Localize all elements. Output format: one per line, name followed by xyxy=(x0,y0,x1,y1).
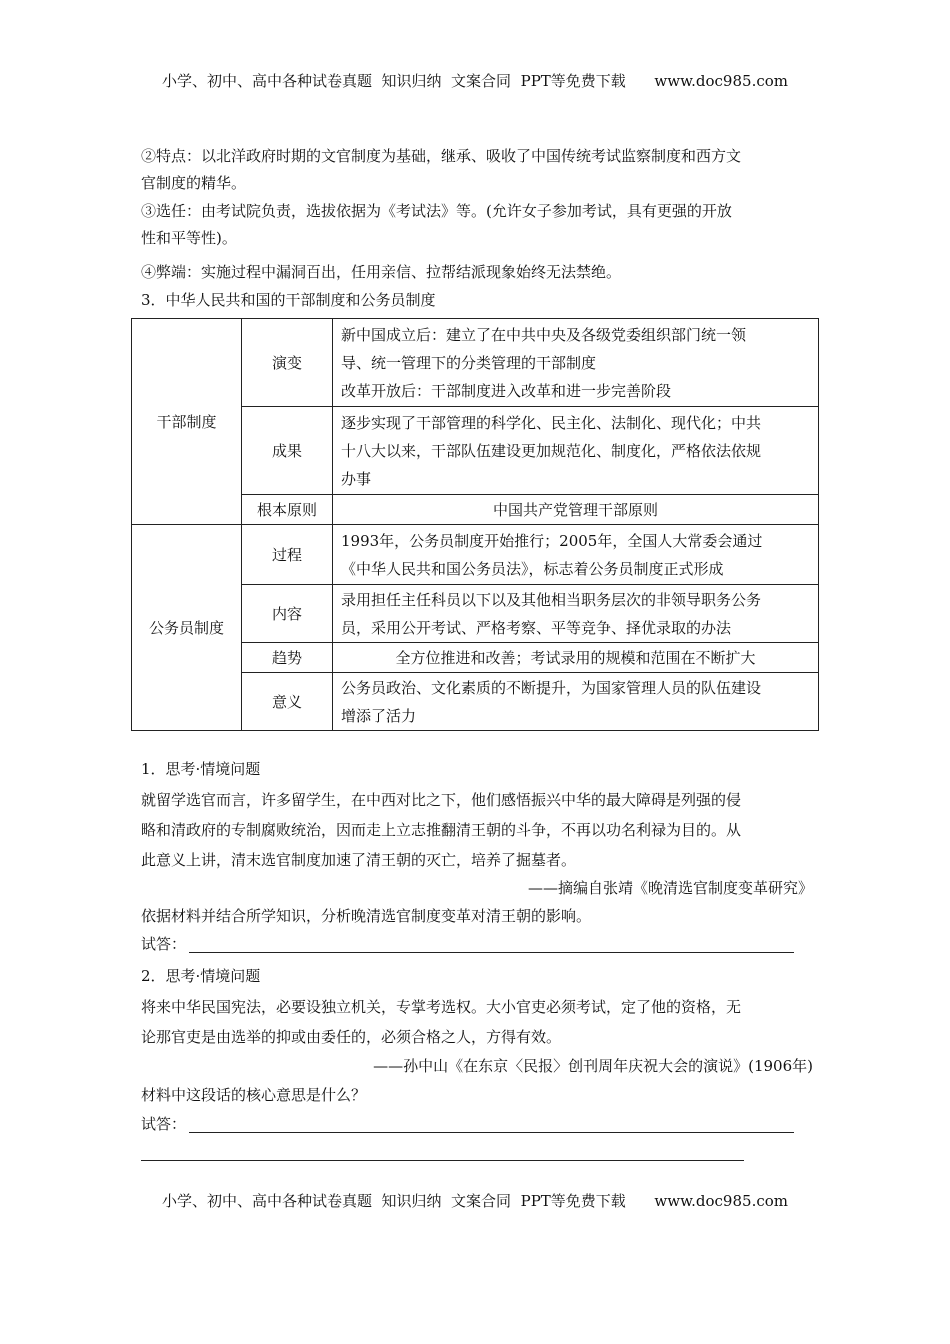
civil-service-label: 公务员制度 xyxy=(132,525,242,731)
evolution-label: 演变 xyxy=(242,319,333,407)
q1-answer-line[interactable] xyxy=(189,952,794,953)
intro-line-1: ②特点：以北洋政府时期的文官制度为基础，继承、吸收了中国传统考试监察制度和西方文 xyxy=(141,147,742,165)
content-line-2: 员，采用公开考试、严格考察、平等竞争、择优录取的办法 xyxy=(341,618,732,637)
table-row xyxy=(132,525,819,585)
trend-content: 全方位推进和改善；考试录用的规模和范围在不断扩大 xyxy=(333,643,819,673)
process-content xyxy=(333,525,819,585)
content-label: 内容 xyxy=(242,585,333,643)
page-footer: 小学、初中、高中各种试卷真题 知识归纳 文案合同 PPT等免费下载 www.doc985.com xyxy=(161,1192,788,1210)
q1-material-line-3: 此意义上讲，清末选官制度加速了清王朝的灭亡，培养了掘墓者。 xyxy=(141,851,577,869)
evolution-content xyxy=(333,319,819,407)
achievement-line-2: 十八大以来，干部队伍建设更加规范化、制度化，严格依法依规 xyxy=(341,441,762,460)
q1-answer-label: 试答： xyxy=(141,935,187,953)
significance-label: 意义 xyxy=(242,673,333,731)
process-label: 过程 xyxy=(242,525,333,585)
content-content xyxy=(333,585,819,643)
intro-line-3: ③选任：由考试院负责，选拔依据为《考试法》等。(允许女子参加考试，具有更强的开放 xyxy=(141,202,732,220)
cadre-civil-service-table xyxy=(131,318,819,731)
q2-material-line-2: 论那官吏是由选举的抑或由委任的，必须合格之人，方得有效。 xyxy=(141,1028,562,1046)
evolution-line-1: 新中国成立后：建立了在中共中央及各级党委组织部门统一领 xyxy=(341,325,747,344)
intro-line-2: 官制度的精华。 xyxy=(141,174,247,192)
q2-question: 材料中这段话的核心意思是什么？ xyxy=(141,1086,367,1104)
principle-label: 根本原则 xyxy=(242,495,333,525)
intro-line-5: ④弊端：实施过程中漏洞百出，任用亲信、拉帮结派现象始终无法禁绝。 xyxy=(141,263,622,281)
page-header: 小学、初中、高中各种试卷真题 知识归纳 文案合同 PPT等免费下载 www.doc985.com xyxy=(161,72,788,90)
q2-source: ——孙中山《在东京〈民报〉创刊周年庆祝大会的演说》(1906年) xyxy=(373,1057,813,1075)
significance-content xyxy=(333,673,819,731)
cadre-system-label: 干部制度 xyxy=(132,319,242,525)
principle-content: 中国共产党管理干部原则 xyxy=(333,495,819,525)
table-row xyxy=(132,319,819,407)
evolution-line-3: 改革开放后：干部制度进入改革和进一步完善阶段 xyxy=(341,381,672,400)
q1-question: 依据材料并结合所学知识，分析晚清选官制度变革对清王朝的影响。 xyxy=(141,907,592,925)
q2-title: 2．思考·情境问题 xyxy=(141,967,261,985)
significance-line-1: 公务员政治、文化素质的不断提升，为国家管理人员的队伍建设 xyxy=(341,678,762,697)
process-line-2: 《中华人民共和国公务员法》，标志着公务员制度正式形成 xyxy=(341,559,724,578)
q2-answer-line[interactable] xyxy=(189,1132,794,1133)
q1-source: ——摘编自张靖《晚清选官制度变革研究》 xyxy=(527,879,813,897)
achievement-content xyxy=(333,407,819,495)
process-line-1: 1993年，公务员制度开始推行；2005年，全国人大常委会通过 xyxy=(341,531,763,550)
q2-answer-line-2[interactable] xyxy=(141,1160,744,1161)
trend-label: 趋势 xyxy=(242,643,333,673)
q2-answer-label: 试答： xyxy=(141,1115,187,1133)
achievement-line-1: 逐步实现了干部管理的科学化、民主化、法制化、现代化；中共 xyxy=(341,413,762,432)
q1-material-line-1: 就留学选官而言，许多留学生，在中西对比之下，他们感悟振兴中华的最大障碍是列强的侵 xyxy=(141,791,742,809)
q2-material-line-1: 将来中华民国宪法，必要设独立机关，专掌考选权。大小官吏必须考试，定了他的资格，无 xyxy=(141,998,742,1016)
q1-material-line-2: 略和清政府的专制腐败统治，因而走上立志推翻清王朝的斗争，不再以功名利禄为目的。从 xyxy=(141,821,742,839)
significance-line-2: 增添了活力 xyxy=(341,706,417,725)
q1-title: 1．思考·情境问题 xyxy=(141,760,261,778)
content-line-1: 录用担任主任科员以下以及其他相当职务层次的非领导职务公务 xyxy=(341,590,762,609)
evolution-line-2: 导、统一管理下的分类管理的干部制度 xyxy=(341,353,597,372)
achievement-line-3: 办事 xyxy=(341,469,372,488)
intro-line-4: 性和平等性)。 xyxy=(141,229,237,247)
achievement-label: 成果 xyxy=(242,407,333,495)
section-heading: 3．中华人民共和国的干部制度和公务员制度 xyxy=(141,291,436,309)
